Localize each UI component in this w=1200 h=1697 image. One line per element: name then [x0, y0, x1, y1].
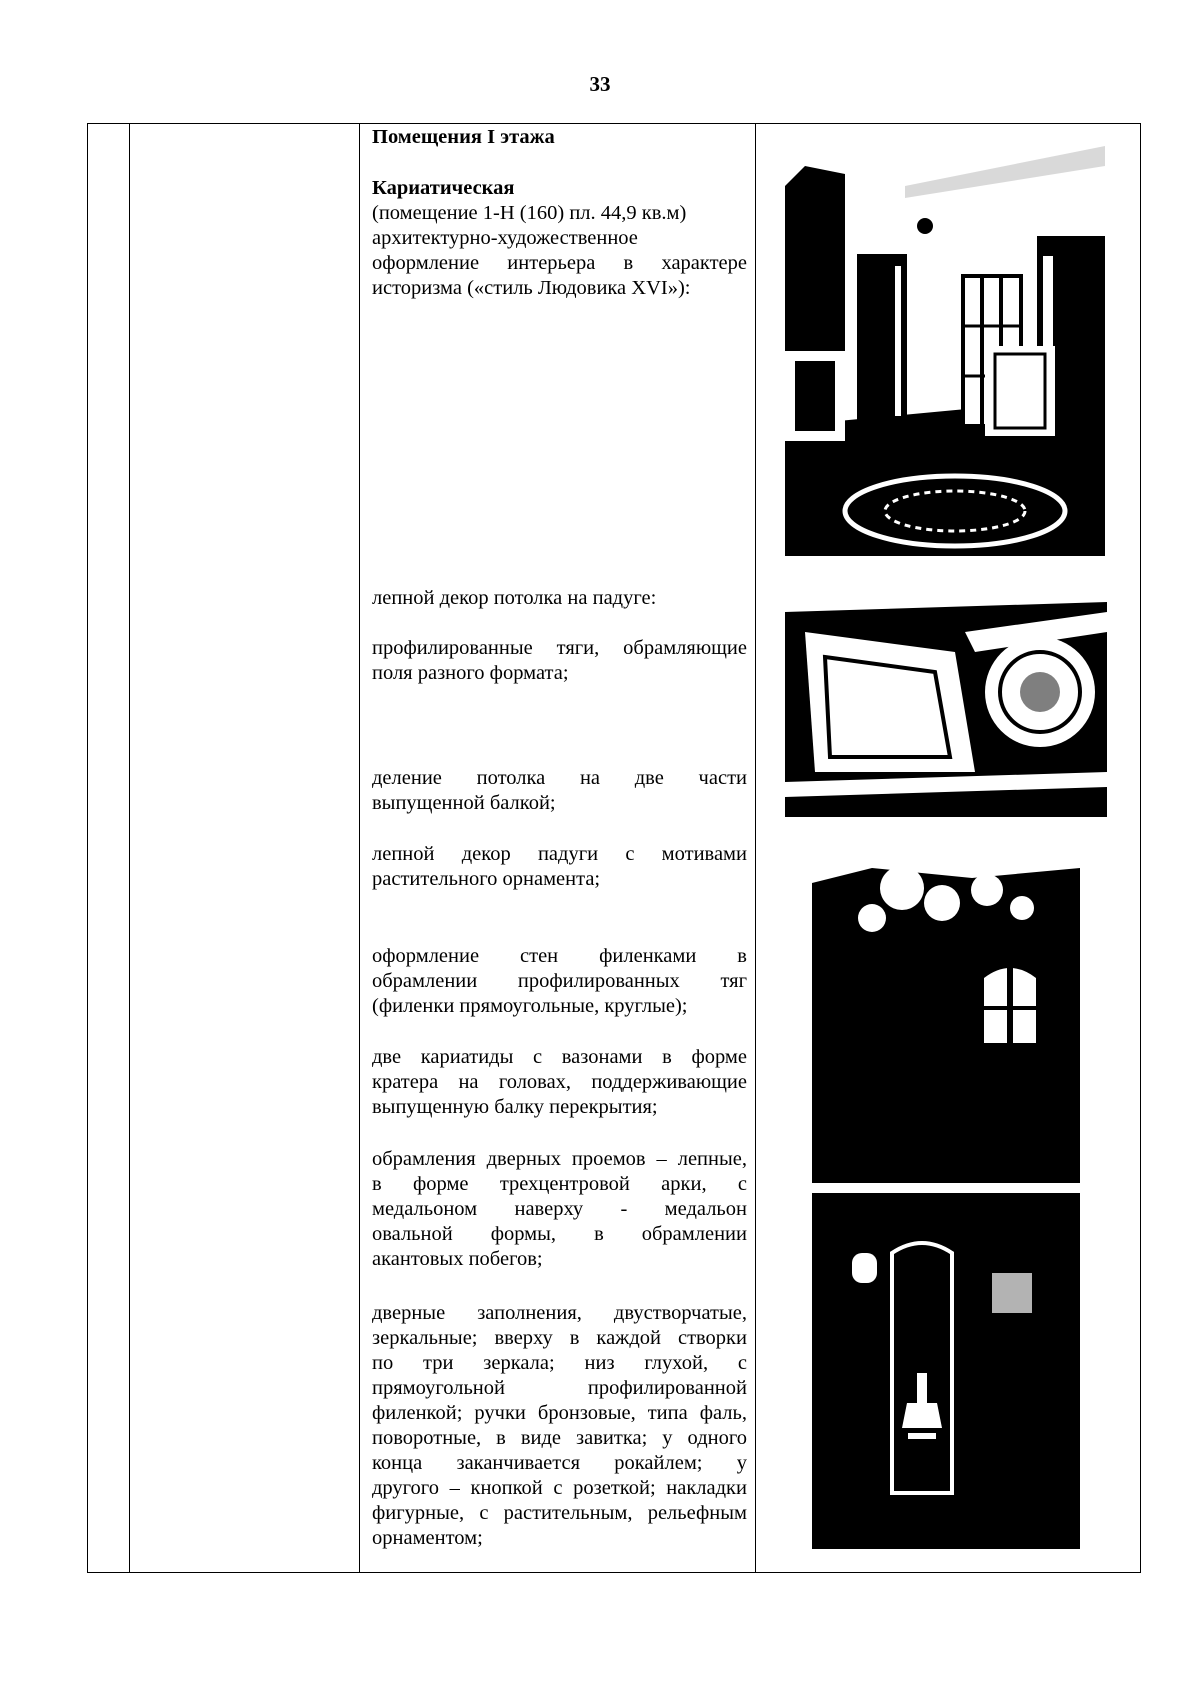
item-line: фигурные, с растительным, рельефным [372, 1502, 747, 1524]
item-line: поля разного формата; [372, 662, 569, 684]
item-ceiling-division [372, 766, 747, 816]
item-line: дверные заполнения, двустворчатые, [372, 1302, 747, 1324]
item-line: зеркальные; вверху в каждой створки [372, 1327, 747, 1349]
photo-caryatids [812, 828, 1080, 1183]
room-title-block [372, 176, 747, 301]
item-cove-decor [372, 842, 747, 892]
item-line: оформление стен филенками в [372, 945, 747, 967]
item-door-fillings [372, 1301, 747, 1551]
photo-doorway [812, 1193, 1080, 1549]
item-line: выпущенную балку перекрытия; [372, 1096, 658, 1118]
room-info: (помещение 1-Н (160) пл. 44,9 кв.м) [372, 202, 687, 224]
item-ceiling-decor [372, 586, 747, 611]
item-line: прямоугольной профилированной [372, 1377, 747, 1399]
item-line: лепной декор потолка на падуге: [372, 587, 657, 609]
column-divider [755, 124, 756, 1572]
item-wall-panels [372, 944, 747, 1019]
column-divider [359, 124, 360, 1572]
item-line: деление потолка на две части [372, 767, 747, 789]
room-desc-line: оформление интерьера в характере [372, 252, 747, 274]
item-line: овальной формы, в обрамлении [372, 1223, 747, 1245]
item-line: конца заканчивается рокайлем; у [372, 1452, 747, 1474]
item-profiled-rods [372, 636, 747, 686]
item-line: (филенки прямоугольные, круглые); [372, 995, 688, 1017]
room-desc-line: архитектурно-художественное [372, 227, 638, 249]
photo-room-interior [785, 126, 1105, 556]
room-title: Кариатическая [372, 177, 515, 199]
item-caryatids [372, 1045, 747, 1120]
room-desc-line: историзма («стиль Людовика XVI»): [372, 277, 691, 299]
item-line: другого – кнопкой с розеткой; накладки [372, 1477, 747, 1499]
section-heading-block [372, 125, 747, 150]
page-number: 33 [589, 72, 611, 96]
item-line: растительного орнамента; [372, 868, 601, 890]
item-line: кратера на головах, поддерживающие [372, 1071, 747, 1093]
item-door-frames [372, 1147, 747, 1272]
item-line: две кариатиды с вазонами в форме [372, 1046, 747, 1068]
item-line: акантовых побегов; [372, 1248, 543, 1270]
item-line: филенкой; ручки бронзовые, типа фаль, [372, 1402, 747, 1424]
item-line: лепной декор падуги с мотивами [372, 843, 747, 865]
item-line: в форме трехцентровой арки, с [372, 1173, 747, 1195]
column-divider [129, 124, 130, 1572]
item-line: обрамления дверных проемов – лепные, [372, 1148, 747, 1170]
item-line: поворотные, в виде завитка; у одного [372, 1427, 747, 1449]
item-line: медальоном наверху - медальон [372, 1198, 747, 1220]
item-line: профилированные тяги, обрамляющие [372, 637, 747, 659]
item-line: орнаментом; [372, 1527, 483, 1549]
item-line: обрамлении профилированных тяг [372, 970, 747, 992]
item-line: выпущенной балкой; [372, 792, 556, 814]
photo-ceiling [785, 572, 1107, 817]
item-line: по три зеркала; низ глухой, с [372, 1352, 747, 1374]
section-heading: Помещения I этажа [372, 126, 555, 148]
